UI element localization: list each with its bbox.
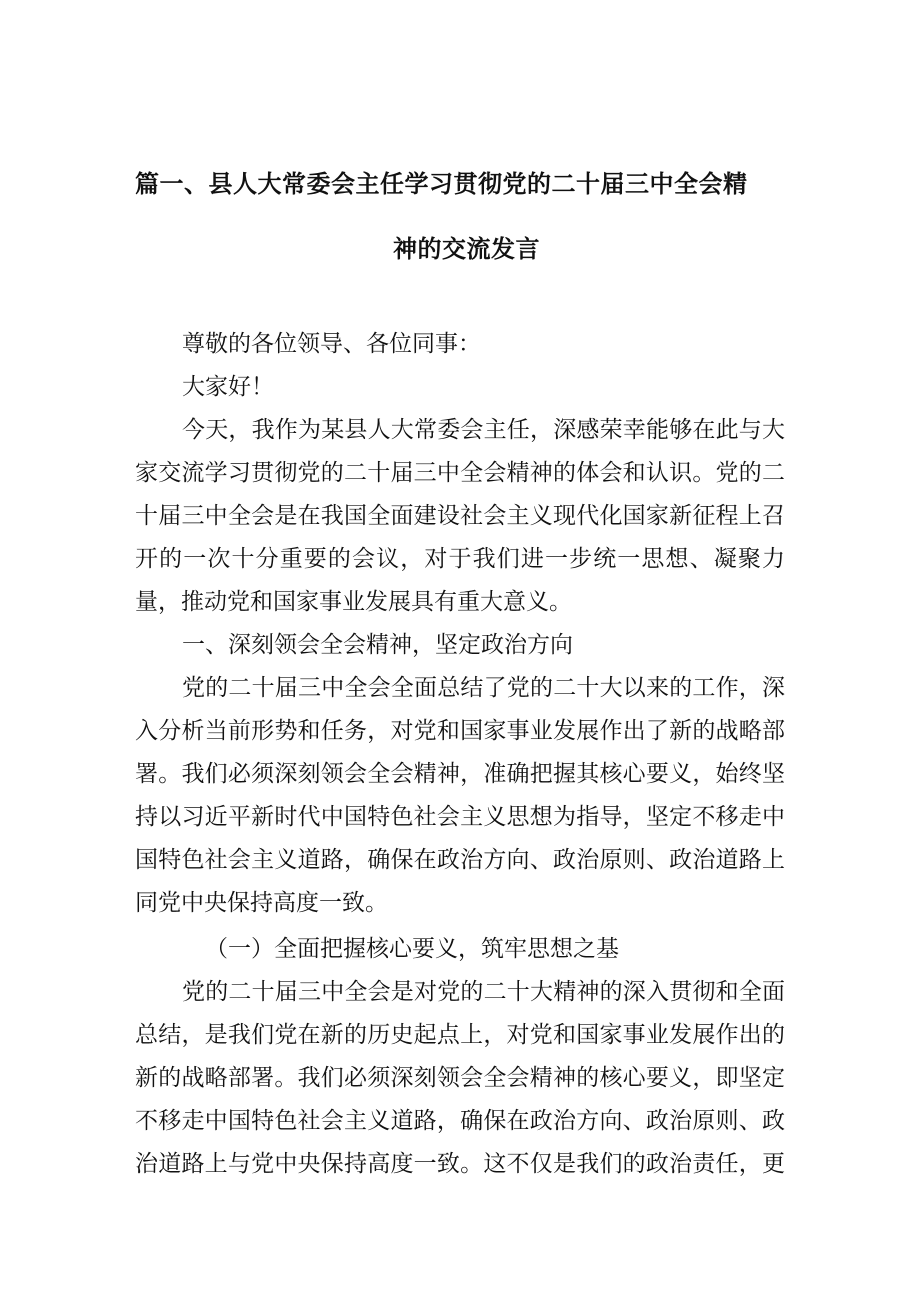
paragraph-line: 十届三中全会是在我国全面建设社会主义现代化国家新征程上召 xyxy=(135,503,785,529)
salutation: 大家好！ xyxy=(182,374,274,400)
paragraph-line: 开的一次十分重要的会议，对于我们进一步统一思想、凝聚力 xyxy=(135,546,785,572)
paragraph-line: 不移走中国特色社会主义道路，确保在政治方向、政治原则、政 xyxy=(135,1108,785,1134)
section-heading: 一、深刻领会全会精神，坚定政治方向 xyxy=(182,632,573,658)
greeting: 尊敬的各位领导、各位同事： xyxy=(182,331,481,357)
paragraph-line: 今天，我作为某县人大常委会主任，深感荣幸能够在此与大 xyxy=(182,417,785,443)
paragraph-line: 家交流学习贯彻党的二十届三中全会精神的体会和认识。党的二 xyxy=(135,460,785,486)
paragraph-line: 总结，是我们党在新的历史起点上，对党和国家事业发展作出的 xyxy=(135,1022,785,1048)
paragraph-line: 持以习近平新时代中国特色社会主义思想为指导，坚定不移走中 xyxy=(135,804,785,830)
paragraph-line: 同党中央保持高度一致。 xyxy=(135,890,388,916)
paragraph-line: 新的战略部署。我们必须深刻领会全会精神的核心要义，即坚定 xyxy=(135,1065,785,1091)
paragraph-line: 入分析当前形势和任务，对党和国家事业发展作出了新的战略部 xyxy=(135,718,785,744)
document-title-line-1: 篇一、县人大常委会主任学习贯彻党的二十届三中全会精 xyxy=(135,170,748,198)
subsection-heading: （一）全面把握核心要义，筑牢思想之基 xyxy=(205,936,619,962)
paragraph-line: 署。我们必须深刻领会全会精神，准确把握其核心要义，始终坚 xyxy=(135,761,785,787)
document-title-line-2: 神的交流发言 xyxy=(393,235,540,263)
paragraph-line: 党的二十届三中全会全面总结了党的二十大以来的工作，深 xyxy=(182,675,785,701)
paragraph-line: 治道路上与党中央保持高度一致。这不仅是我们的政治责任，更 xyxy=(135,1151,785,1177)
paragraph-line: 国特色社会主义道路，确保在政治方向、政治原则、政治道路上 xyxy=(135,847,785,873)
paragraph-line: 量，推动党和国家事业发展具有重大意义。 xyxy=(135,589,572,615)
paragraph-line: 党的二十届三中全会是对党的二十大精神的深入贯彻和全面 xyxy=(182,979,785,1005)
